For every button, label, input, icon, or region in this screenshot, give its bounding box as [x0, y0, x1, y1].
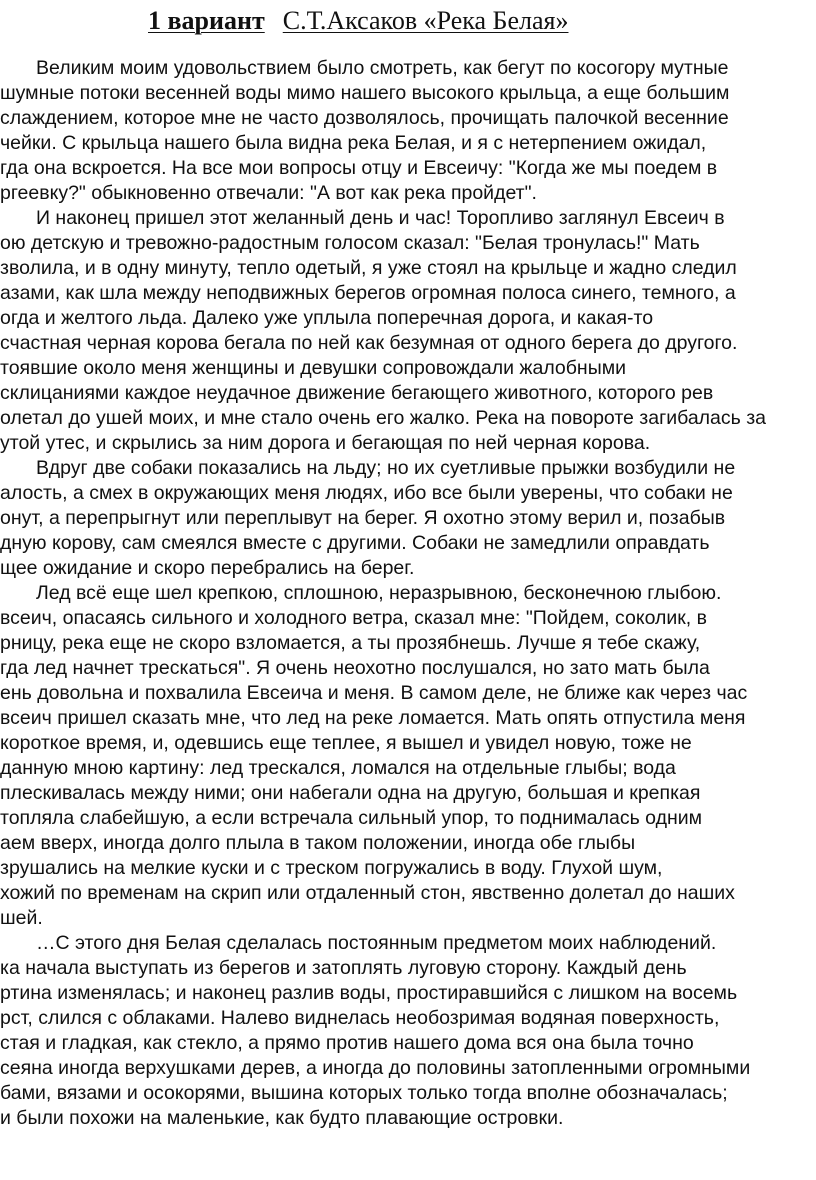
text-line: [0, 906, 816, 931]
text-line-content: всеич пришел сказать мне, что лед на реке ломается. Мать опять отпустила меня: [0, 707, 746, 729]
text-line-content: азами, как шла между неподвижных берегов огромная полоса синего, темного, а: [0, 282, 736, 304]
text-line: [0, 856, 816, 881]
text-line: [0, 81, 816, 106]
text-line-content: шей.: [0, 907, 43, 929]
text-line-content: тоявшие около меня женщины и девушки сопровождали жалобными: [0, 357, 627, 379]
text-line-content: шумные потоки весенней воды мимо нашего высокого крыльца, а еще большим: [0, 82, 730, 104]
story-text: [0, 56, 816, 1131]
text-line-content: короткое время, и, одевшись еще теплее, я вышел и увидел новую, тоже не: [0, 732, 692, 754]
text-line-content: склицаниями каждое неудачное движение бегающего животного, которого рев: [0, 382, 714, 404]
text-line-content: данную мною картину: лед трескался, ломался на отдельные глыбы; вода: [0, 757, 676, 779]
text-line: [0, 706, 816, 731]
text-line: [0, 206, 816, 231]
text-line: [0, 1031, 816, 1056]
text-line-content: утой утес, и скрылись за ним дорога и бегающая по ней черная корова.: [0, 432, 651, 454]
text-line: [0, 481, 816, 506]
text-line: [0, 606, 816, 631]
text-line: [0, 281, 816, 306]
text-line: [0, 781, 816, 806]
text-line-content: ртина изменялась; и наконец разлив воды, простиравшийся с лишком на восемь: [0, 982, 738, 1004]
text-line-content: рницу, река еще не скоро взломается, а ты прозябнешь. Лучше я тебе скажу,: [0, 632, 701, 654]
text-line-content: Вдруг две собаки показались на льду; но их суетливые прыжки возбудили не: [36, 457, 736, 479]
text-line: [0, 56, 816, 81]
text-line: [0, 681, 816, 706]
text-line-content: всеич, опасаясь сильного и холодного ветра, сказал мне: "Пойдем, соколик, в: [0, 607, 707, 629]
text-line-content: И наконец пришел этот желанный день и час! Торопливо заглянул Евсеич в: [36, 207, 725, 229]
text-line-content: ка начала выступать из берегов и затоплять луговую сторону. Каждый день: [0, 957, 687, 979]
text-line: [0, 981, 816, 1006]
text-line: [0, 1106, 816, 1131]
text-line-content: стая и гладкая, как стекло, а прямо против нашего дома вся она была точно: [0, 1032, 694, 1054]
text-line-content: ень довольна и похвалила Евсеича и меня. В самом деле, не ближе как через час: [0, 682, 748, 704]
text-line: [0, 131, 816, 156]
text-line: [0, 331, 816, 356]
text-line-content: Лед всё еще шел крепкою, сплошною, неразрывною, бесконечною глыбою.: [36, 582, 722, 604]
page-title: [148, 6, 568, 36]
text-line: [0, 531, 816, 556]
text-line: [0, 1081, 816, 1106]
text-line-content: счастная черная корова бегала по ней как безумная от одного берега до другого.: [0, 332, 738, 354]
text-line-content: зволила, и в одну минуту, тепло одетый, я уже стоял на крыльце и жадно следил: [0, 257, 737, 279]
text-line: [0, 381, 816, 406]
text-line: [0, 356, 816, 381]
text-line: [0, 406, 816, 431]
text-line-content: зрушались на мелкие куски и с треском погружались в воду. Глухой шум,: [0, 857, 663, 879]
text-line: [0, 181, 816, 206]
text-line-content: бами, вязами и осокорями, вышина которых только тогда вполне обозначалась;: [0, 1082, 728, 1104]
text-line: [0, 881, 816, 906]
text-line-content: алость, а смех в окружающих меня людях, ибо все были уверены, что собаки не: [0, 482, 733, 504]
text-line-content: плескивалась между ними; они набегали одна на другую, большая и крепкая: [0, 782, 701, 804]
text-line: [0, 231, 816, 256]
text-line-content: ргеевку?" обыкновенно отвечали: "А вот как река пройдет".: [0, 182, 537, 204]
text-line: [0, 506, 816, 531]
text-line-content: огда и желтого льда. Далеко уже уплыла поперечная дорога, и какая-то: [0, 307, 654, 329]
text-line-content: хожий по временам на скрип или отдаленный стон, явственно долетал до наших: [0, 882, 735, 904]
text-line-content: слаждением, которое мне не часто дозволялось, прочищать палочкой весенние: [0, 107, 729, 129]
text-line: [0, 431, 816, 456]
work-title: С.Т.Аксаков «Река Белая»: [282, 6, 569, 35]
text-line-content: сеяна иногда верхушками дерев, а иногда до половины затопленными огромными: [0, 1057, 751, 1079]
text-line-content: …С этого дня Белая сделалась постоянным предметом моих наблюдений.: [36, 932, 717, 954]
text-line: [0, 156, 816, 181]
text-line-content: чейки. С крыльца нашего была видна река Белая, и я с нетерпением ожидал,: [0, 132, 707, 154]
text-line-content: ою детскую и тревожно-радостным голосом сказал: "Белая тронулась!" Мать: [0, 232, 700, 254]
text-line-content: гда лед начнет трескаться". Я очень неохотно послушался, но зато мать была: [0, 657, 710, 679]
text-line: [0, 831, 816, 856]
text-line: [0, 731, 816, 756]
text-line: [0, 1056, 816, 1081]
text-line: [0, 806, 816, 831]
text-line: [0, 106, 816, 131]
text-line-content: гда она вскроется. На все мои вопросы отцу и Евсеичу: "Когда же мы поедем в: [0, 157, 718, 179]
text-line-content: дную корову, сам смеялся вместе с другими. Собаки не замедлили оправдать: [0, 532, 710, 554]
text-line-content: рст, слился с облаками. Налево виднелась необозримая водяная поверхность,: [0, 1007, 720, 1029]
text-line-content: топляла слабейшую, а если встречала сильный упор, то поднималась одним: [0, 807, 703, 829]
text-line-content: онут, а перепрыгнут или переплывут на берег. Я охотно этому верил и, позабыв: [0, 507, 726, 529]
text-line-content: аем вверх, иногда долго плыла в таком положении, иногда обе глыбы: [0, 832, 636, 854]
text-line: [0, 956, 816, 981]
text-line: [0, 581, 816, 606]
text-line: [0, 306, 816, 331]
text-line: [0, 931, 816, 956]
text-line-content: Великим моим удовольствием было смотреть, как бегут по косогору мутные: [36, 57, 729, 79]
text-line: [0, 631, 816, 656]
text-line-content: олетал до ушей моих, и мне стало очень его жалко. Река на повороте загибалась за: [0, 407, 767, 429]
text-line-content: и были похожи на маленькие, как будто плавающие островки.: [0, 1107, 564, 1129]
text-line: [0, 556, 816, 581]
text-line: [0, 1006, 816, 1031]
text-line: [0, 656, 816, 681]
text-line: [0, 256, 816, 281]
variant-label: 1 вариант: [148, 6, 265, 35]
text-line-content: щее ожидание и скоро перебрались на берег.: [0, 557, 415, 579]
text-line: [0, 456, 816, 481]
text-line: [0, 756, 816, 781]
